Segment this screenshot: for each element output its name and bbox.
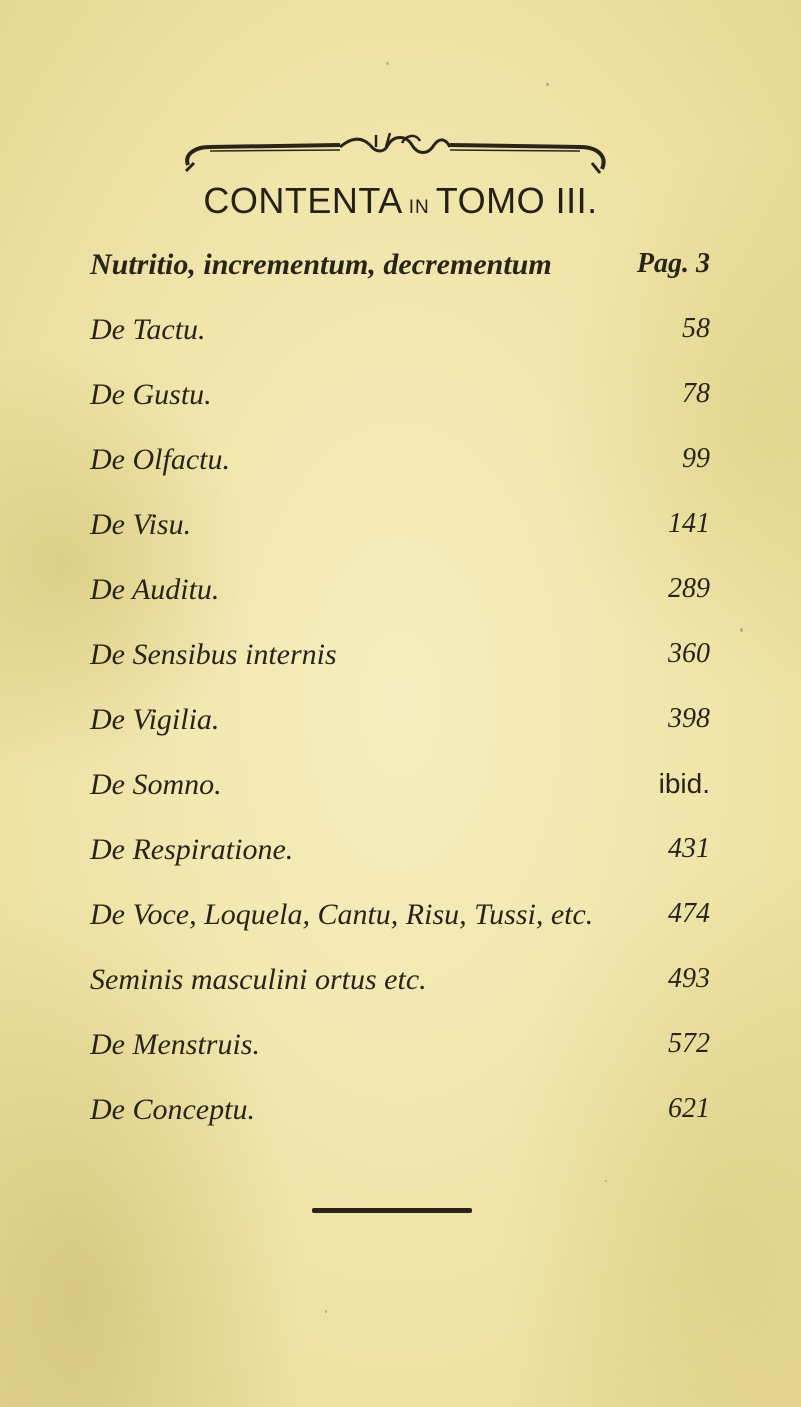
entry-title: De Gustu.: [90, 378, 212, 411]
entry-page: 289: [668, 573, 710, 604]
contents-entry: [90, 638, 710, 703]
contents-entry: [90, 963, 710, 1028]
entry-page: 572: [668, 1028, 710, 1059]
entry-page: 431: [668, 833, 710, 864]
heading-volume: TOMO III.: [435, 180, 598, 221]
entry-title: De Respiratione.: [90, 833, 294, 866]
contents-entry: [90, 768, 710, 833]
entry-page: 58: [682, 313, 710, 344]
paper-speck: [386, 62, 389, 65]
page-heading: [0, 180, 801, 222]
contents-entry: [90, 443, 710, 508]
paper-speck: [325, 1310, 327, 1313]
entry-title: De Menstruis.: [90, 1028, 260, 1061]
entry-title: De Conceptu.: [90, 1093, 255, 1126]
entry-title: Seminis masculini ortus etc.: [90, 963, 427, 996]
heading-main: CONTENTA: [203, 180, 403, 221]
contents-entry: [90, 833, 710, 898]
contents-entry: [90, 1028, 710, 1093]
entry-page: 621: [668, 1093, 710, 1124]
contents-entry: [90, 1093, 710, 1158]
entry-title: De Sensibus internis: [90, 638, 337, 671]
contents-entry: [90, 703, 710, 768]
ornamental-rule-icon: [180, 125, 610, 175]
entry-title: De Olfactu.: [90, 443, 230, 476]
entry-title: De Somno.: [90, 768, 222, 801]
entry-title: Nutritio, incrementum, decrementum: [90, 248, 552, 281]
contents-entry: [90, 378, 710, 443]
entry-page: 78: [682, 378, 710, 409]
entry-page: 99: [682, 443, 710, 474]
entry-page: ibid.: [658, 768, 710, 799]
contents-entry: [90, 248, 710, 313]
contents-entry: [90, 898, 710, 963]
entry-title: De Vigilia.: [90, 703, 220, 736]
paper-speck: [546, 83, 549, 86]
entry-title: De Visu.: [90, 508, 192, 541]
entry-page: 493: [668, 963, 710, 994]
entry-page: 474: [668, 898, 710, 929]
contents-entry: [90, 573, 710, 638]
entry-title: De Auditu.: [90, 573, 220, 606]
contents-entry: [90, 313, 710, 378]
contents-list: [90, 248, 710, 1158]
entry-page: 360: [668, 638, 710, 669]
contents-entry: [90, 508, 710, 573]
closing-rule: [312, 1208, 472, 1213]
paper-speck: [605, 1180, 607, 1182]
entry-page: 141: [668, 508, 710, 539]
entry-title: De Voce, Loquela, Cantu, Risu, Tussi, etc.: [90, 898, 594, 931]
entry-page: 398: [668, 703, 710, 734]
entry-title: De Tactu.: [90, 313, 206, 346]
heading-small: IN: [408, 197, 430, 218]
entry-page: Pag. 3: [636, 248, 710, 279]
paper-speck: [740, 628, 743, 632]
